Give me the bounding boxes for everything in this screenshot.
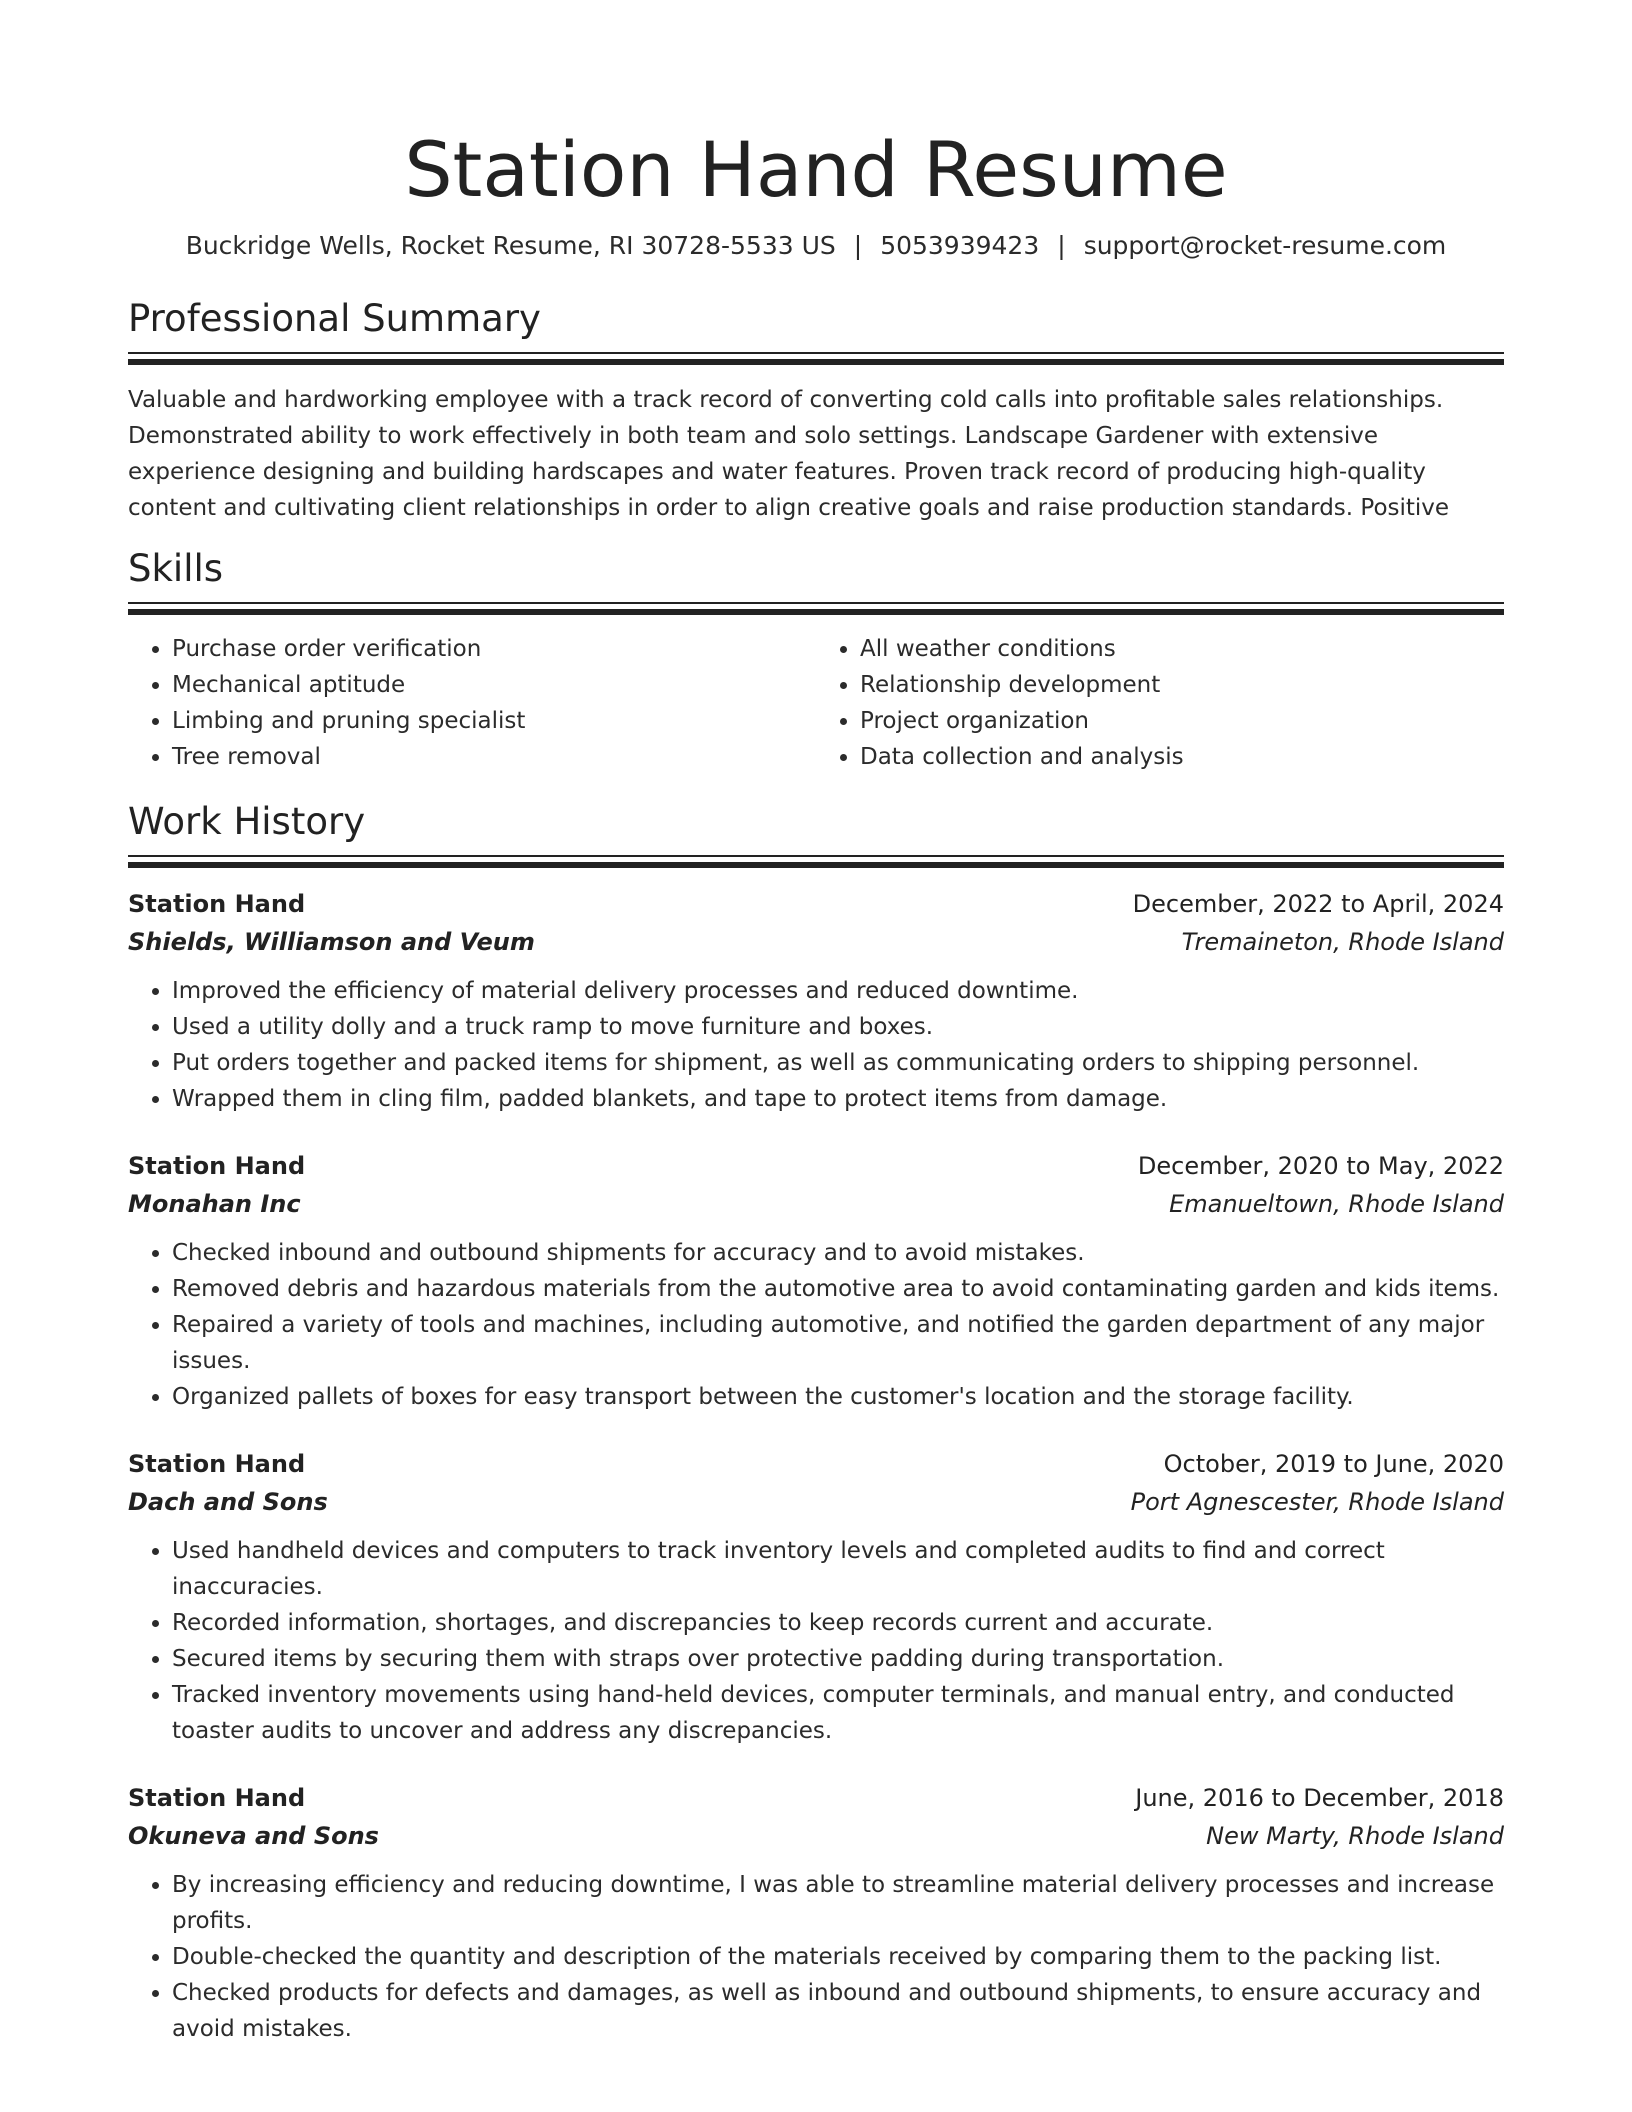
job-company: Shields, Williamson and Veum: [128, 928, 535, 956]
job-location: Port Agnescester, Rhode Island: [1130, 1488, 1504, 1516]
job-location: New Marty, Rhode Island: [1206, 1822, 1504, 1850]
job-bullet: • Double-checked the quantity and description of the materials received by comparing them to the packing list.: [172, 1939, 1504, 1975]
section-divider: [128, 352, 1504, 366]
job-title: Station Hand: [128, 1450, 306, 1478]
summary-text: Valuable and hardworking employee with a track record of converting cold calls into profitable sales relationships. Demonstrated ability to work effectively in both team and solo settings. Landscape Gardener with extensive experience designing and building hardscapes and water features. Proven track record of producing high-quality content and cultivating client relationships in order to align creative goals and raise production standards. Positive: [128, 387, 1450, 521]
skills-list-right: [816, 631, 1504, 775]
summary-heading: Professional Summary: [128, 297, 541, 340]
job-bullet: • Organized pallets of boxes for easy transport between the customer's location and the storage facility.: [172, 1379, 1504, 1415]
job-bullet: • Checked products for defects and damages, as well as inbound and outbound shipments, to ensure accuracy and avoid mistakes.: [172, 1975, 1504, 2047]
job-title: Station Hand: [128, 1784, 306, 1812]
summary-section: [128, 296, 1504, 526]
job-bullet: • Used a utility dolly and a truck ramp to move furniture and boxes.: [172, 1009, 1504, 1045]
job-bullet-list: [128, 973, 1504, 1117]
job-bullet: • Wrapped them in cling film, padded blankets, and tape to protect items from damage.: [172, 1081, 1504, 1117]
job-bullet: • Tracked inventory movements using hand-held devices, computer terminals, and manual entry, and conducted toaster audits to uncover and address any discrepancies.: [172, 1677, 1504, 1749]
job-dates: June, 2016 to December, 2018: [1135, 1784, 1504, 1812]
job-bullet: • Recorded information, shortages, and discrepancies to keep records current and accurate.: [172, 1605, 1504, 1641]
resume-page: [128, 0, 1504, 2077]
skills-list-left: [128, 631, 816, 775]
job-entry: [128, 1445, 1504, 1749]
job-header: [128, 1147, 1504, 1185]
job-title: Station Hand: [128, 1152, 306, 1180]
job-bullet: • Removed debris and hazardous materials from the automotive area to avoid contaminating garden and kids items.: [172, 1271, 1504, 1307]
skill-item: • Tree removal: [172, 739, 816, 775]
skill-item: • Limbing and pruning specialist: [172, 703, 816, 739]
job-bullet: • Put orders together and packed items for shipment, as well as communicating orders to shipping personnel.: [172, 1045, 1504, 1081]
job-subheader: [128, 1817, 1504, 1855]
contact-separator: |: [853, 231, 863, 260]
job-location: Tremaineton, Rhode Island: [1181, 928, 1504, 956]
job-dates: December, 2020 to May, 2022: [1137, 1152, 1504, 1180]
job-location: Emanueltown, Rhode Island: [1169, 1190, 1504, 1218]
job-company: Okuneva and Sons: [128, 1822, 379, 1850]
skill-item: • Relationship development: [860, 667, 1504, 703]
job-bullet: • By increasing efficiency and reducing downtime, I was able to streamline material delivery processes and increase profits.: [172, 1867, 1504, 1939]
job-bullet: • Secured items by securing them with straps over protective padding during transportation.: [172, 1641, 1504, 1677]
contact-separator: |: [1057, 231, 1066, 260]
job-company: Monahan Inc: [128, 1190, 301, 1218]
job-dates: October, 2019 to June, 2020: [1163, 1450, 1504, 1478]
contact-line: [128, 230, 1504, 262]
job-bullet-list: [128, 1867, 1504, 2047]
skill-item: • Mechanical aptitude: [172, 667, 816, 703]
job-bullet: • Repaired a variety of tools and machines, including automotive, and notified the garden department of any major issues.: [172, 1307, 1504, 1379]
job-bullet-list: [128, 1533, 1504, 1749]
job-list: [128, 885, 1504, 2047]
skills-heading: Skills: [128, 547, 224, 590]
job-bullet-list: [128, 1235, 1504, 1415]
contact-address: Buckridge Wells, Rocket Resume, RI 30728-5533 US: [185, 231, 836, 260]
job-subheader: [128, 923, 1504, 961]
job-header: [128, 1779, 1504, 1817]
section-divider: [128, 602, 1504, 616]
section-divider: [128, 855, 1504, 869]
job-company: Dach and Sons: [128, 1488, 328, 1516]
job-title: Station Hand: [128, 890, 306, 918]
skill-item: • Project organization: [860, 703, 1504, 739]
skills-section: [128, 546, 1504, 775]
job-bullet: • Used handheld devices and computers to track inventory levels and completed audits to find and correct inaccuracies.: [172, 1533, 1504, 1605]
job-dates: December, 2022 to April, 2024: [1132, 890, 1504, 918]
job-subheader: [128, 1185, 1504, 1223]
job-entry: [128, 1147, 1504, 1415]
resume-title: Station Hand Resume: [404, 125, 1228, 214]
job-subheader: [128, 1483, 1504, 1521]
job-bullet: • Checked inbound and outbound shipments for accuracy and to avoid mistakes.: [172, 1235, 1504, 1271]
skill-item: • Purchase order verification: [172, 631, 816, 667]
contact-phone: 5053939423: [880, 231, 1040, 260]
job-header: [128, 1445, 1504, 1483]
job-entry: [128, 1779, 1504, 2047]
skill-item: • All weather conditions: [860, 631, 1504, 667]
skill-item: • Data collection and analysis: [860, 739, 1504, 775]
job-bullet: • Improved the efficiency of material delivery processes and reduced downtime.: [172, 973, 1504, 1009]
work-history-section: [128, 799, 1504, 2047]
contact-email: support@rocket-resume.com: [1083, 231, 1447, 260]
work-history-heading: Work History: [128, 800, 366, 843]
skills-columns: [128, 631, 1504, 775]
job-header: [128, 885, 1504, 923]
job-entry: [128, 885, 1504, 1117]
